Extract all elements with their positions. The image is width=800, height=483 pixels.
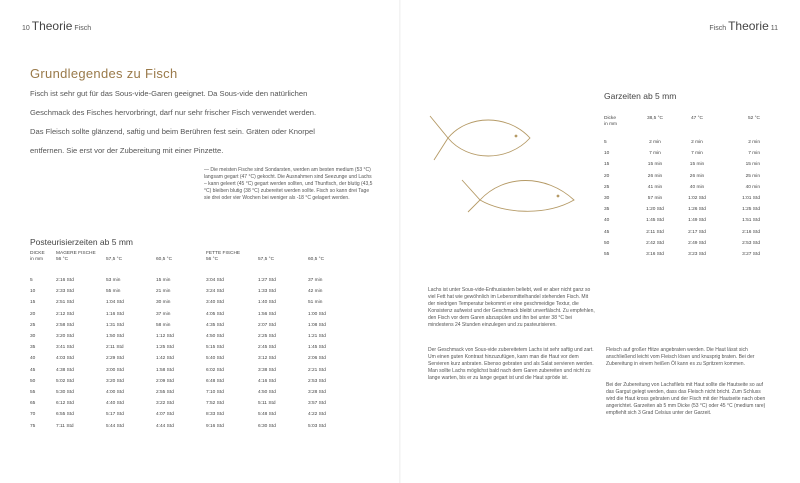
table-cell: 45 bbox=[604, 229, 610, 235]
table-cell: 2:12 Std bbox=[56, 311, 74, 317]
table-cell: 1:56 Std bbox=[258, 311, 276, 317]
table-row bbox=[604, 182, 760, 193]
right-paragraph-2: Bei der Zubereitung von Lachsfilets mit Haut sollte die Hautseite so auf das Gargut gelegt werden, dass das Fleisch nicht bricht. Zum Schluss wird die Haut kross gebraten und der Fisch mit der Hautseite nach oben angerichtet. Garzeiten ab 5 mm Dicke (53 °C) oder 45 °C (medium rare) empfiehlt sich 3 Grad Celsius unter der Garzeit. bbox=[606, 382, 766, 416]
side-note: — Die meisten Fische sind Sondarsten, werden am besten medium (53 °C) langsam gegart (47 °C) gekocht. Die Ausnahmen sind Seezunge und Lachs – kann geleert (45 °C) gegart werden sollten, und Thunfisch, der blutig (43,5 °C) bleiben blutig (38 °C) zubereitet werden sollte. Fisch so kann drei Tage sie drei oder vier Wochen bei weniger als -18 °C gelagert werden. bbox=[204, 167, 373, 201]
temp-header: 57,5 °C bbox=[258, 257, 275, 262]
table-cell: 51 min bbox=[308, 300, 323, 306]
table-cell: 21 min bbox=[156, 289, 171, 295]
table-cell: 6:55 Std bbox=[56, 412, 74, 418]
temp-header: 52 °C bbox=[747, 116, 760, 121]
table-row bbox=[30, 420, 360, 431]
table-cell: 1:31 Std bbox=[106, 322, 124, 328]
table-cell: 2:06 Std bbox=[308, 356, 326, 362]
table-cell: 2 min bbox=[649, 140, 661, 146]
table-cell: 1:50 Std bbox=[106, 334, 124, 340]
table-cell: 4:00 Std bbox=[106, 389, 124, 395]
table-cell: 2:11 Std bbox=[646, 229, 664, 235]
table-cell: 55 bbox=[604, 251, 610, 257]
table-cell: 3:23 Std bbox=[688, 251, 706, 257]
cooking-time-rows bbox=[604, 137, 760, 260]
fish-illustration bbox=[428, 108, 578, 213]
table-cell: 5:30 Std bbox=[56, 389, 74, 395]
table-cell: 3:57 Std bbox=[308, 401, 326, 407]
temp-header: 60,5 °C bbox=[156, 257, 173, 262]
table-cell: 3:22 Std bbox=[156, 401, 174, 407]
table-cell: 30 min bbox=[156, 300, 171, 306]
table-cell: 5:02 Std bbox=[56, 378, 74, 384]
table-cell: 4:16 Std bbox=[258, 378, 276, 384]
table-cell: 10 bbox=[604, 151, 610, 157]
table-cell: 2:21 Std bbox=[308, 367, 326, 373]
table-cell: 7 min bbox=[649, 151, 661, 157]
table-cell: 4:35 Std bbox=[206, 322, 224, 328]
table-cell: 2:16 Std bbox=[742, 229, 760, 235]
table-cell: 2:07 Std bbox=[258, 322, 276, 328]
table-cell: 25 bbox=[30, 322, 36, 328]
table-cell: 4:03 Std bbox=[56, 356, 74, 362]
table-cell: 40 min bbox=[745, 184, 760, 190]
right-page-number: 11 bbox=[770, 25, 778, 32]
table-cell: 41 min bbox=[647, 184, 663, 190]
table-cell: 26 min bbox=[647, 173, 663, 179]
table-cell: 35 bbox=[30, 345, 36, 351]
table-cell: 1:08 Std bbox=[308, 322, 326, 328]
table-cell: 8:33 Std bbox=[206, 412, 224, 418]
table-row bbox=[30, 376, 360, 387]
table-cell: 1:45 Std bbox=[308, 345, 326, 351]
table-row bbox=[604, 227, 760, 238]
table-cell: 3:24 Std bbox=[206, 289, 224, 295]
table-cell: 3:28 Std bbox=[308, 389, 326, 395]
table-cell: 3:00 Std bbox=[106, 367, 124, 373]
table-row bbox=[604, 249, 760, 260]
table-cell: 4:05 Std bbox=[206, 311, 224, 317]
table-cell: 75 bbox=[30, 423, 36, 429]
table-cell: 6:02 Std bbox=[206, 367, 224, 373]
table-row bbox=[30, 309, 360, 320]
table-cell: 5:17 Std bbox=[106, 412, 124, 418]
table-cell: 3:04 Std bbox=[206, 278, 224, 284]
table-cell: 42 min bbox=[308, 289, 323, 295]
temp-header: 38,5 °C bbox=[646, 116, 664, 121]
table-cell: 15 min bbox=[689, 162, 705, 168]
table-cell: 3:20 Std bbox=[56, 334, 74, 340]
table-cell: 25 bbox=[604, 184, 610, 190]
table-row bbox=[604, 238, 760, 249]
table-cell: 4:07 Std bbox=[156, 412, 174, 418]
table-cell: 10 bbox=[30, 289, 36, 295]
table-cell: 2:49 Std bbox=[688, 240, 706, 246]
table-cell: 6:48 Std bbox=[206, 378, 224, 384]
table-cell: 4:38 Std bbox=[56, 367, 74, 373]
table-cell: 1:42 Std bbox=[156, 356, 174, 362]
table-cell: 37 min bbox=[308, 278, 323, 284]
left-table-title: Posteurisierzeiten ab 5 mm bbox=[30, 237, 133, 247]
table-cell: 1:25 Std bbox=[742, 207, 760, 213]
table-cell: 15 min bbox=[647, 162, 663, 168]
table-cell: 65 bbox=[30, 401, 36, 407]
table-cell: 4:40 Std bbox=[106, 401, 124, 407]
table-cell: 1:20 Std bbox=[646, 207, 664, 213]
table-cell: 3:38 Std bbox=[258, 367, 276, 373]
table-cell: 25 min bbox=[745, 173, 760, 179]
table-cell: 4:44 Std bbox=[156, 423, 174, 429]
table-cell: 5:11 Std bbox=[258, 401, 276, 407]
table-cell: 53 min bbox=[106, 278, 121, 284]
table-cell: 20 bbox=[604, 173, 610, 179]
table-cell: 7 min bbox=[691, 151, 703, 157]
table-cell: 5:48 Std bbox=[258, 412, 276, 418]
temp-header: 56 °C bbox=[56, 257, 69, 262]
table-cell: 7:52 Std bbox=[206, 401, 224, 407]
group-fat-label: FETTE FISCHE bbox=[206, 251, 241, 256]
table-cell: 2:53 Std bbox=[742, 240, 760, 246]
table-cell: 4:50 Std bbox=[258, 389, 276, 395]
table-cell: 35 bbox=[604, 207, 610, 213]
section-heading: Grundlegendes zu Fisch bbox=[30, 66, 178, 81]
right-header-sub: Fisch bbox=[709, 25, 727, 32]
table-cell: 1:25 Std bbox=[156, 345, 174, 351]
table-cell: 50 bbox=[604, 240, 610, 246]
temp-header: 47 °C bbox=[690, 116, 704, 121]
page-fold bbox=[399, 0, 401, 483]
table-cell: 5:40 Std bbox=[206, 356, 224, 362]
table-cell: 1:45 Std bbox=[646, 218, 664, 224]
table-cell: 45 bbox=[30, 367, 36, 373]
table-cell: 1:21 Std bbox=[308, 334, 326, 340]
left-page-number: 10 bbox=[22, 25, 30, 32]
col-thickness-label: Dicke bbox=[604, 116, 616, 121]
table-cell: 2:51 Std bbox=[56, 300, 74, 306]
table-cell: 15 bbox=[30, 300, 36, 306]
table-cell: 1:33 Std bbox=[258, 289, 276, 295]
table-cell: 7:10 Std bbox=[206, 389, 224, 395]
table-cell: 2:42 Std bbox=[646, 240, 664, 246]
table-cell: 2:33 Std bbox=[56, 289, 74, 295]
table-row bbox=[604, 159, 760, 170]
table-row bbox=[30, 320, 360, 331]
table-cell: 6:12 Std bbox=[56, 401, 74, 407]
table-cell: 5 bbox=[30, 278, 33, 284]
left-header-title: Theorie bbox=[31, 19, 73, 33]
table-row bbox=[604, 137, 760, 148]
table-cell: 4:22 Std bbox=[308, 412, 326, 418]
table-row bbox=[30, 286, 360, 297]
table-row bbox=[604, 204, 760, 215]
table-cell: 2:45 Std bbox=[258, 345, 276, 351]
left-header-sub: Fisch bbox=[74, 25, 92, 32]
lachs-paragraph-1: Lachs ist unter Sous-vide-Enthusiasten beliebt, weil er aber nicht ganz so viel Fett hat wie gewöhnlich im Lebensmittelhandel stehenden Fisch. Mit der niedrigen Temperatur bekommt er eine geschmeidige Textur, die Konsistenz aufweist und der Geschmack bleibt unverfälscht. Zu empfehlen, den Fisch vor dem Garen abzuspülen und ihn bei unter 38 °C bei mindestens 24 Stunden einzulegen und zu pasteurisieren. bbox=[428, 287, 595, 328]
table-cell: 2:16 Std bbox=[56, 278, 74, 284]
table-row bbox=[30, 275, 360, 286]
table-cell: 7:11 Std bbox=[56, 423, 74, 429]
table-row bbox=[604, 193, 760, 204]
table-cell: 3:27 Std bbox=[742, 251, 760, 257]
table-cell: 5 bbox=[604, 140, 607, 146]
table-row bbox=[30, 387, 360, 398]
table-cell: 3:40 Std bbox=[206, 300, 224, 306]
table-cell: 1:49 Std bbox=[688, 218, 706, 224]
left-page-header bbox=[22, 19, 91, 33]
table-cell: 30 bbox=[604, 196, 610, 202]
table-cell: 40 bbox=[604, 218, 610, 224]
right-paragraph-1: Fleisch auf großer Hitze angebraten werden. Die Haut lässt sich anschließend leicht vom Fleisch lösen und knusprig braten. Bei der Zubereitung in einem heißen Öl kann es zu Spritzern kommen. bbox=[606, 347, 755, 367]
table-cell: 3:41 Std bbox=[56, 345, 74, 351]
table-cell: 2:25 Std bbox=[258, 334, 276, 340]
table-cell: 2:11 Std bbox=[106, 345, 124, 351]
table-cell: 1:26 Std bbox=[688, 207, 706, 213]
table-cell: 2 min bbox=[748, 140, 760, 146]
table-cell: 1:00 Std bbox=[308, 311, 326, 317]
table-cell: 2:55 Std bbox=[156, 389, 174, 395]
table-cell: 15 bbox=[604, 162, 610, 168]
pasteurization-rows bbox=[30, 275, 360, 432]
table-cell: 2:58 Std bbox=[56, 322, 74, 328]
table-cell: 40 min bbox=[689, 184, 705, 190]
table-cell: 50 bbox=[30, 378, 36, 384]
table-cell: 1:27 Std bbox=[258, 278, 276, 284]
table-cell: 5:44 Std bbox=[106, 423, 124, 429]
table-cell: 5:03 Std bbox=[308, 423, 326, 429]
table-row bbox=[30, 365, 360, 376]
table-cell: 2:09 Std bbox=[156, 378, 174, 384]
right-page-header bbox=[709, 19, 778, 33]
table-row bbox=[30, 398, 360, 409]
table-cell: 57 min bbox=[647, 196, 663, 202]
col-unit-label: in mm bbox=[604, 122, 618, 127]
table-cell: 9:16 Std bbox=[206, 423, 224, 429]
pasteurization-table bbox=[30, 250, 360, 432]
table-cell: 2 min bbox=[691, 140, 703, 146]
right-header-title: Theorie bbox=[728, 19, 769, 33]
table-cell: 1:51 Std bbox=[742, 218, 760, 224]
table-cell: 26 min bbox=[689, 173, 705, 179]
table-cell: 3:20 Std bbox=[106, 378, 124, 384]
table-cell: 2:29 Std bbox=[106, 356, 124, 362]
table-cell: 1:12 Std bbox=[156, 334, 174, 340]
table-cell: 15 min bbox=[156, 278, 171, 284]
table-cell: 1:01 Std bbox=[742, 196, 760, 202]
table-row bbox=[604, 171, 760, 182]
table-cell: 15 min bbox=[745, 162, 760, 168]
table-cell: 7 min bbox=[748, 151, 760, 157]
table-cell: 5:15 Std bbox=[206, 345, 224, 351]
table-cell: 37 min bbox=[156, 311, 171, 317]
table-cell: 6:30 Std bbox=[258, 423, 276, 429]
temp-header: 57,5 °C bbox=[106, 257, 123, 262]
table-cell: 1:58 Std bbox=[156, 367, 174, 373]
table-row bbox=[604, 215, 760, 226]
table-cell: 3:12 Std bbox=[258, 356, 276, 362]
table-cell: 1:04 Std bbox=[106, 300, 124, 306]
table-cell: 1:40 Std bbox=[258, 300, 276, 306]
table-row bbox=[30, 342, 360, 353]
table-row bbox=[30, 331, 360, 342]
col-thickness-label: DICKE bbox=[30, 251, 45, 256]
table-row bbox=[30, 297, 360, 308]
right-table-title: Garzeiten ab 5 mm bbox=[604, 91, 677, 101]
table-cell: 58 min bbox=[156, 322, 171, 328]
table-cell: 30 bbox=[30, 334, 36, 340]
group-lean-label: MAGERE FISCHE bbox=[56, 251, 96, 256]
table-row bbox=[30, 353, 360, 364]
table-cell: 70 bbox=[30, 412, 36, 418]
table-cell: 1:16 Std bbox=[106, 311, 124, 317]
table-cell: 40 bbox=[30, 356, 36, 362]
temp-header: 60,5 °C bbox=[308, 257, 325, 262]
intro-paragraph: Fisch ist sehr gut für das Sous-vide-Garen geeignet. Da Sous-vide den natürlichen Geschmack des Fisches hervorbringt, darf nur sehr frischer Fisch verwendet werden. Das Fleisch sollte glänzend, saftig und beim Berühren fest sein. Gräten oder Knorpel entfernen. Sie erst vor der Zubereitung mit einer Pinzette. bbox=[30, 89, 317, 155]
table-cell: 2:17 Std bbox=[688, 229, 706, 235]
table-row bbox=[604, 148, 760, 159]
table-cell: 55 bbox=[30, 389, 36, 395]
table-cell: 4:50 Std bbox=[206, 334, 224, 340]
table-cell: 55 min bbox=[106, 289, 121, 295]
table-cell: 3:16 Std bbox=[646, 251, 664, 257]
lachs-paragraph-2: Der Geschmack von Sous-vide zubereitetem Lachs ist sehr saftig und zart. Um einen guten Kontrast hinzuzufügen, kann man die Haut vor dem Servieren kurz anbraten. Ebenso gebraten und als Salat servieren werden. Man sollte Lachs möglichst bald nach dem Garen zubereiten und nicht zu lange warten, bis er zu lange gegart ist und die Haut spröde ist. bbox=[428, 347, 594, 381]
temp-header: 56 °C bbox=[206, 257, 219, 262]
table-row bbox=[30, 409, 360, 420]
col-unit-label: in mm bbox=[30, 257, 44, 262]
table-cell: 2:53 Std bbox=[308, 378, 326, 384]
table-cell: 20 bbox=[30, 311, 36, 317]
table-cell: 1:02 Std bbox=[688, 196, 706, 202]
cooking-time-table bbox=[604, 115, 760, 260]
